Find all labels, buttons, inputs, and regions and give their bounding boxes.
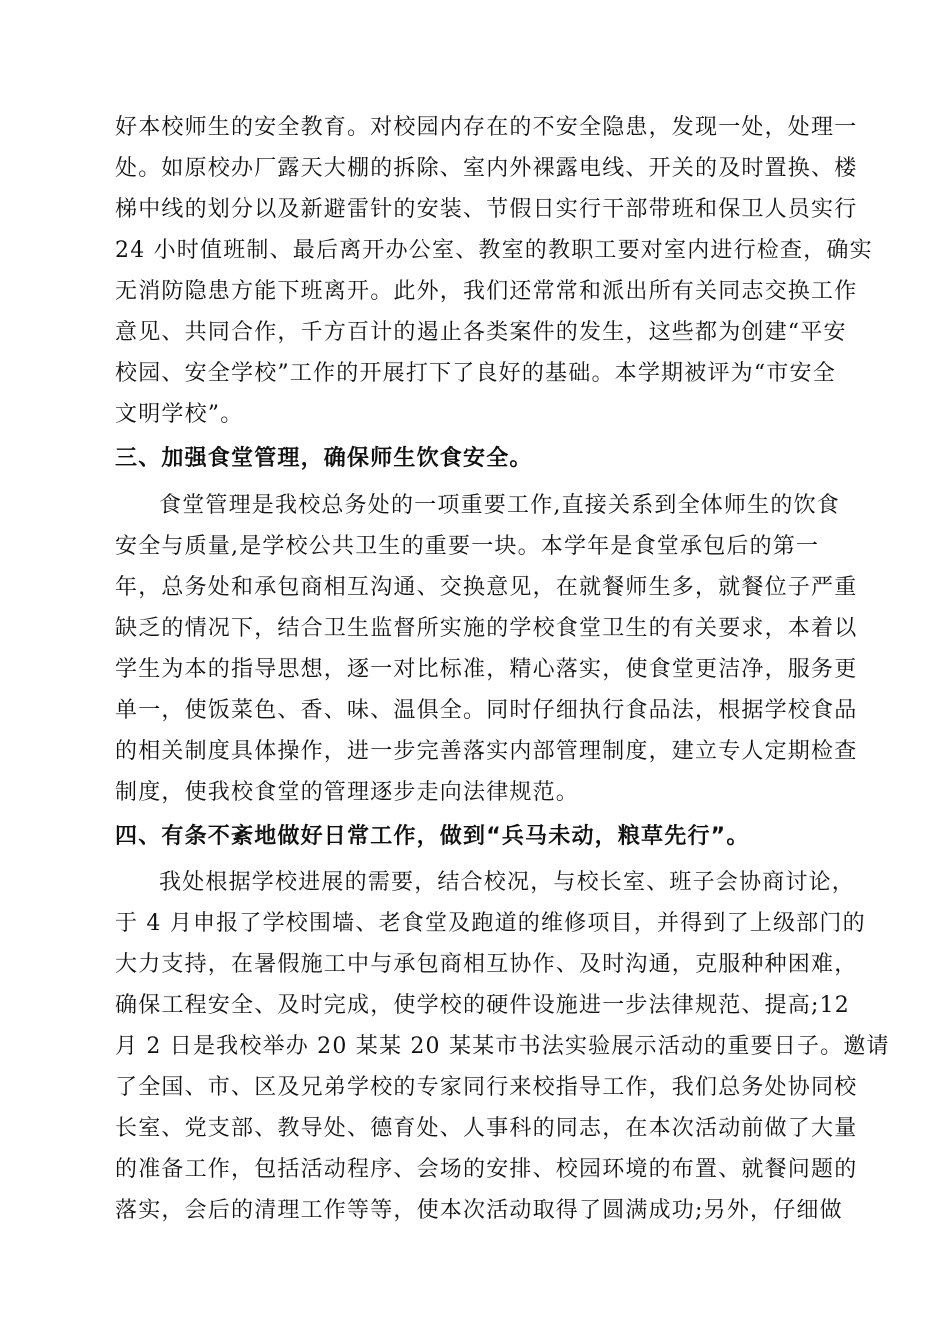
body-text-line: 文明学校”。 xyxy=(115,402,244,427)
section-heading: 三、加强食堂管理，确保师生饮食安全。 xyxy=(115,446,533,471)
body-text-line: 大力支持，在暑假施工中与承包商相互协作、及时沟通，克服种种困难， xyxy=(115,952,858,977)
body-text-line: 长室、党支部、教导处、德育处、人事科的同志，在本次活动前做了大量 xyxy=(115,1116,858,1141)
body-text-line: 24 小时值班制、最后离开办公室、教室的教职工要对室内进行检查，确实 xyxy=(115,238,873,263)
body-text-line: 的准备工作，包括活动程序、会场的安排、校园环境的布置、就餐问题的 xyxy=(115,1157,858,1182)
body-text-line: 年，总务处和承包商相互沟通、交换意见，在就餐师生多，就餐位子严重 xyxy=(115,575,858,600)
body-text-line: 缺乏的情况下，结合卫生监督所实施的学校食堂卫生的有关要求，本着以 xyxy=(115,616,858,641)
body-text-line: 我处根据学校进展的需要，结合校况，与校长室、班子会协商讨论， xyxy=(159,870,856,895)
body-text-line: 确保工程安全、及时完成，使学校的硬件设施进一步法律规范、提高;12 xyxy=(115,993,851,1018)
body-text-line: 制度，使我校食堂的管理逐步走向法律规范。 xyxy=(115,780,580,805)
body-text-line: 好本校师生的安全教育。对校园内存在的不安全隐患，发现一处，处理一 xyxy=(115,115,858,140)
body-text-line: 梯中线的划分以及新避雷针的安装、节假日实行干部带班和保卫人员实行 xyxy=(115,197,858,222)
body-text-line: 落实，会后的清理工作等等，使本次活动取得了圆满成功;另外，仔细做 xyxy=(115,1198,843,1223)
body-text-line: 意见、共同合作，千方百计的遏止各类案件的发生，这些都为创建“平安 xyxy=(115,320,847,345)
body-text-line: 安全与质量,是学校公共卫生的重要一块。本学年是食堂承包后的第一 xyxy=(115,534,820,559)
body-text-line: 无消防隐患方能下班离开。此外，我们还常常和派出所有关同志交换工作 xyxy=(115,279,858,304)
body-text-line: 处。如原校办厂露天大棚的拆除、室内外裸露电线、开关的及时置换、楼 xyxy=(115,156,858,181)
body-text-line: 月 2 日是我校举办 20 某某 20 某某市书法实验展示活动的重要日子。邀请 xyxy=(115,1034,890,1059)
body-text-line: 校园、安全学校”工作的开展打下了良好的基础。本学期被评为“市安全 xyxy=(115,361,836,386)
section-heading: 四、有条不紊地做好日常工作，做到“兵马未动，粮草先行”。 xyxy=(115,824,750,849)
body-text-line: 的相关制度具体操作，进一步完善落实内部管理制度，建立专人定期检查 xyxy=(115,739,858,764)
body-text-line: 了全国、市、区及兄弟学校的专家同行来校指导工作，我们总务处协同校 xyxy=(115,1075,858,1100)
body-text-line: 学生为本的指导思想，逐一对比标准，精心落实，使食堂更洁净，服务更 xyxy=(115,657,858,682)
body-text-line: 单一，使饭菜色、香、味、温俱全。同时仔细执行食品法，根据学校食品 xyxy=(115,698,858,723)
body-text-line: 食堂管理是我校总务处的一项重要工作,直接关系到全体师生的饮食 xyxy=(159,493,840,518)
body-text-line: 于 4 月申报了学校围墙、老食堂及跑道的维修项目，并得到了上级部门的 xyxy=(115,911,866,936)
